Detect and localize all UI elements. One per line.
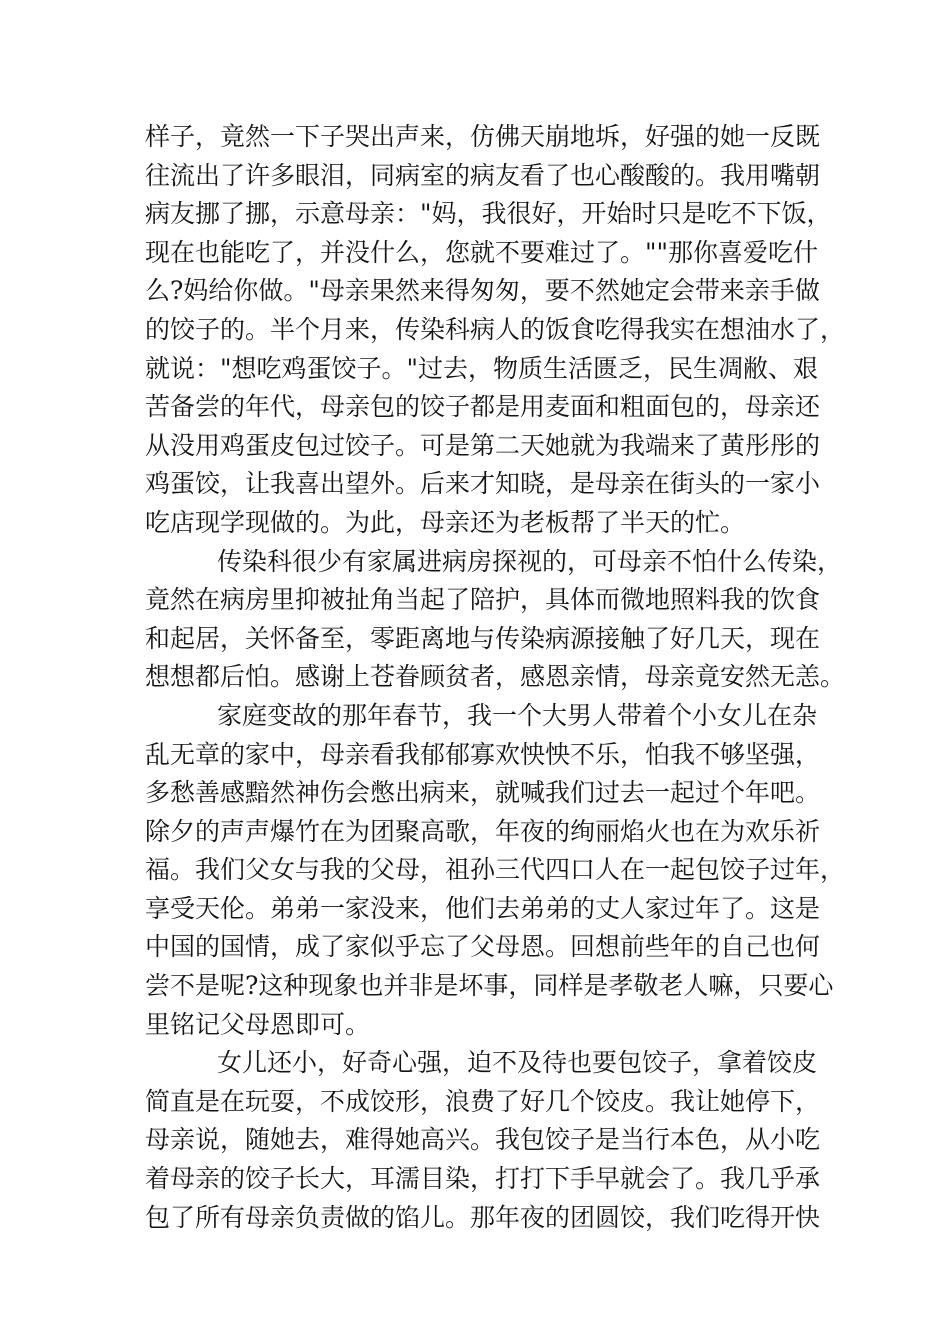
text-line: 就说："想吃鸡蛋饺子。"过去，物质生活匮乏，民生凋敝、艰 [145,353,819,383]
paragraph [145,697,846,1044]
paragraph [145,118,846,543]
text-line: 竟然在病房里抑被扯角当起了陪护，具体而微地照料我的饮食 [145,585,821,615]
text-line: 乱无章的家中，母亲看我郁郁寡欢怏怏不乐，怕我不够坚强， [145,739,821,769]
text-line: 福。我们父女与我的父母，祖孙三代四口人在一起包饺子过年， [145,855,846,885]
text-line: 多愁善感黯然神伤会憋出病来，就喊我们过去一起过个年吧。 [145,778,821,808]
text-line: 尝不是呢?这种现象也并非是坏事，同样是孝敬老人嘛，只要心 [145,971,834,1001]
text-line: 除夕的声声爆竹在为团聚高歌，年夜的绚丽焰火也在为欢乐祈 [145,816,821,846]
text-line: 中国的国情，成了家似乎忘了父母恩。回想前些年的自己也何 [145,932,821,962]
text-line: 简直是在玩耍，不成饺形，浪费了好几个饺皮。我让她停下， [145,1086,821,1116]
text-line: 想想都后怕。感谢上苍眷顾贫者，感恩亲情，母亲竟安然无恙。 [145,662,846,692]
text-line: 鸡蛋饺，让我喜出望外。后来才知晓，是母亲在街头的一家小 [145,469,821,499]
paragraph [145,543,846,697]
text-line: 里铭记父母恩即可。 [145,1009,371,1039]
text-line: 样子，竟然一下子哭出声来，仿佛天崩地坼，好强的她一反既 [145,122,821,151]
text-line: 着母亲的饺子长大，耳濡目染，打打下手早就会了。我几乎承 [145,1164,821,1194]
text-line: 和起居，关怀备至，零距离地与传染病源接触了好几天，现在 [145,623,821,653]
text-line: 母亲说，随她去，难得她高兴。我包饺子是当行本色，从小吃 [145,1125,821,1155]
text-line: 包了所有母亲负责做的馅儿。那年夜的团圆饺，我们吃得开快 [145,1202,821,1232]
text-line: 女儿还小，好奇心强，迫不及待也要包饺子，拿着饺皮 [217,1048,818,1078]
text-line: 家庭变故的那年春节，我一个大男人带着个小女儿在杂 [217,700,818,730]
text-line: 享受天伦。弟弟一家没来，他们去弟弟的丈人家过年了。这是 [145,893,821,923]
text-line: 传染科很少有家属进病房探视的，可母亲不怕什么传染， [217,546,843,576]
text-line: 么?妈给你做。"母亲果然来得匆匆，要不然她定会带来亲手做 [145,276,820,306]
paragraph [145,1044,821,1237]
text-line: 吃店现学现做的。为此，母亲还为老板帮了半天的忙。 [145,507,746,537]
text-line: 病友挪了挪，示意母亲："妈，我很好，开始时只是吃不下饭， [145,199,832,229]
text-line: 现在也能吃了，并没什么，您就不要难过了。""那你喜爱吃什 [145,237,819,267]
text-line: 苦备尝的年代，母亲包的饺子都是用麦面和粗面包的，母亲还 [145,392,821,422]
text-line: 的饺子的。半个月来，传染科病人的饭食吃得我实在想油水了， [145,314,846,344]
document-body [145,118,846,1237]
text-line: 从没用鸡蛋皮包过饺子。可是第二天她就为我端来了黄彤彤的 [145,430,821,460]
text-line: 往流出了许多眼泪，同病室的病友看了也心酸酸的。我用嘴朝 [145,160,821,190]
